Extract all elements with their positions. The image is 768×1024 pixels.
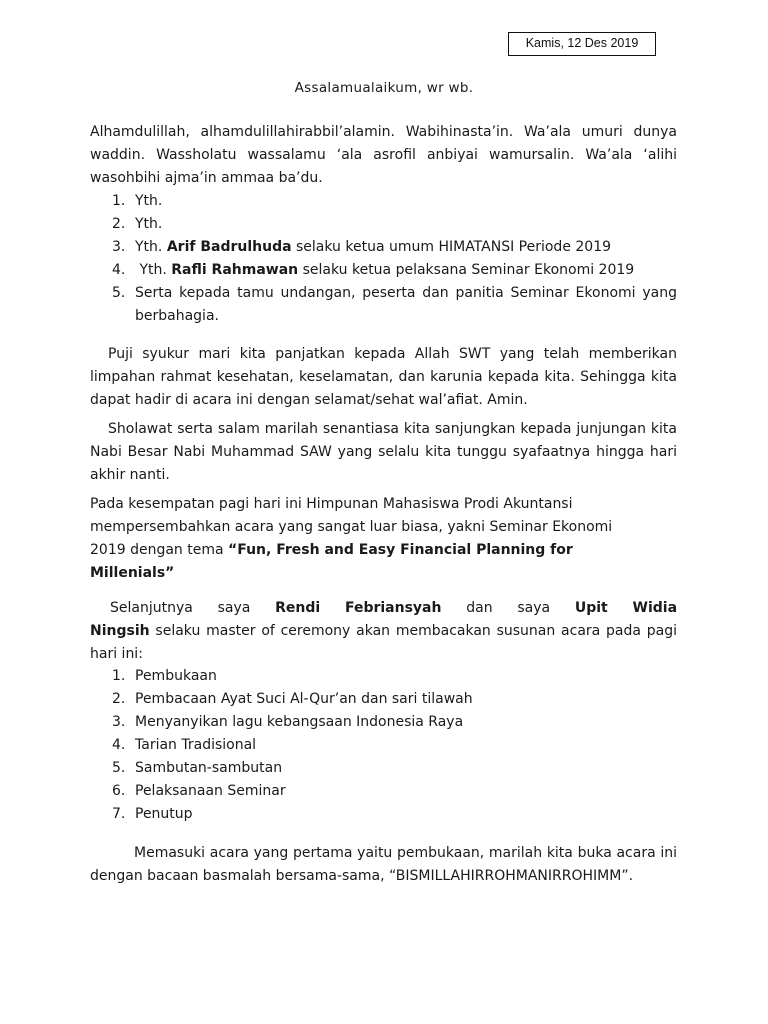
agenda-item: 3. Menyanyikan lagu kebangsaan Indonesia Raya bbox=[112, 714, 464, 730]
honorific-list bbox=[90, 190, 677, 328]
honoree-name: Arif Badrulhuda bbox=[166, 239, 292, 255]
occasion-paragraph: Pada kesempatan pagi hari ini Himpunan Mahasiswa Prodi Akuntansi mempersembahkan acara yang sangat luar biasa, yakni Seminar Ekonomi 2019 dengan tema “Fun, Fresh and Easy Financial Planning for Millenials” bbox=[90, 496, 613, 581]
honorific-item-1: 1. Yth. bbox=[112, 193, 163, 209]
honorific-item-2: 2. Yth. bbox=[112, 216, 163, 232]
seminar-theme: “Fun, Fresh and Easy Financial Planning for bbox=[228, 542, 573, 558]
agenda-item: 7. Penutup bbox=[112, 806, 193, 822]
mc-paragraph: Selanjutnya saya Rendi Febriansyah dan saya Upit Widia Ningsih selaku master of ceremony akan membacakan susunan acara pada pagi hari ini: bbox=[90, 600, 678, 662]
agenda-item: 1. Pembukaan bbox=[112, 668, 217, 684]
opening-paragraph: Alhamdulillah, alhamdulillahirabbil’alamin. Wabihinasta’in. Wa’ala umuri dunya waddin. Wassholatu wassalamu ‘ala asrofil anbiyai wamursalin. Wa’ala ‘alihi wasohbihi ajma’in ammaa ba’du. bbox=[90, 124, 677, 186]
date-box: Kamis, 12 Des 2019 bbox=[508, 32, 656, 56]
honorific-item-5: 5. Serta kepada tamu undangan, peserta dan panitia Seminar Ekonomi yang berbahagia. bbox=[112, 285, 677, 324]
honorific-item-3: 3. Yth. Arif Badrulhuda selaku ketua umum HIMATANSI Periode 2019 bbox=[112, 239, 612, 255]
gratitude-paragraph: Puji syukur mari kita panjatkan kepada Allah SWT yang telah memberikan limpahan rahmat kesehatan, keselamatan, dan karunia kepada kita. Sehingga kita dapat hadir di acara ini dengan selamat/sehat wal’afiat. Amin. bbox=[90, 346, 677, 408]
greeting-heading: Assalamualaikum, wr wb. bbox=[294, 80, 474, 96]
agenda-item: 5. Sambutan-sambutan bbox=[112, 760, 283, 776]
closing-paragraph: Memasuki acara yang pertama yaitu pembukaan, marilah kita buka acara ini dengan bacaan basmalah bersama-sama, “BISMILLAHIRROHMANIRROHIMM”. bbox=[90, 845, 677, 884]
sholawat-paragraph: Sholawat serta salam marilah senantiasa kita sanjungkan kepada junjungan kita Nabi Besar Nabi Muhammad SAW yang selalu kita tunggu syafaatnya hingga hari akhir nanti. bbox=[90, 421, 677, 483]
agenda-item: 2. Pembacaan Ayat Suci Al-Qur’an dan sari tilawah bbox=[112, 691, 473, 707]
honoree-name: Rafli Rahmawan bbox=[171, 262, 299, 278]
honorific-item-4: 4. Yth. Rafli Rahmawan selaku ketua pelaksana Seminar Ekonomi 2019 bbox=[112, 262, 635, 278]
agenda-item: 6. Pelaksanaan Seminar bbox=[112, 783, 286, 799]
agenda-item: 4. Tarian Tradisional bbox=[112, 737, 257, 753]
agenda-list bbox=[90, 665, 677, 826]
